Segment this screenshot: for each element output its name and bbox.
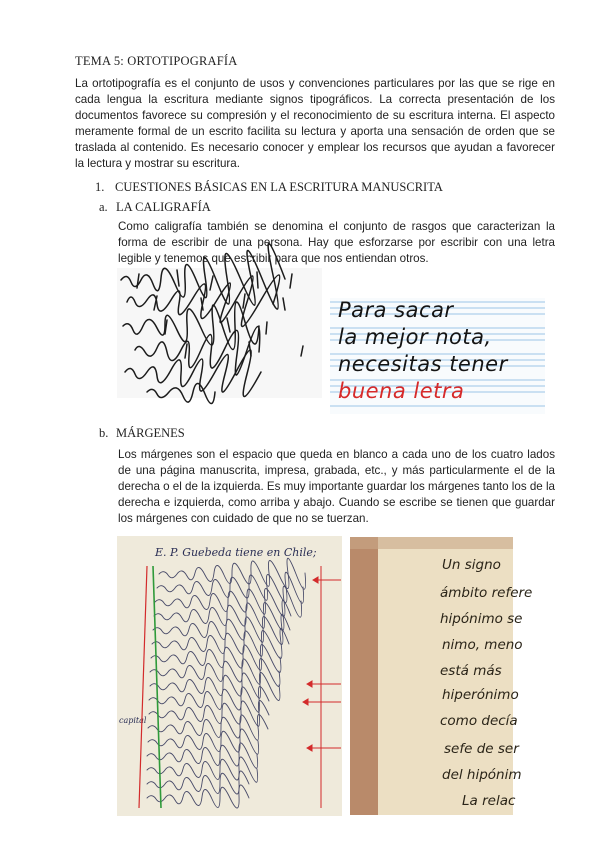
- handwriting-line: necesitas tener: [338, 352, 508, 376]
- subsection-label: a.: [99, 200, 108, 214]
- margenes-paragraph: Los márgenes son el espacio que queda en blanco a cada uno de los cuatro lados de una página manuscrita, impresa, grabada, etc., y más particularmente el de la derecha o el de la izquierda. Es muy importante guardar los márgenes tanto los de la derecha e izquierda, como arriba y abajo. Cuando se escribe se tienen que guardar los márgenes con cuidado de que no se tuerzan.: [118, 448, 555, 525]
- margin-word: Un signo: [442, 557, 501, 573]
- margin-strip: [350, 537, 378, 815]
- subsection-heading-b: [99, 426, 185, 441]
- notebook-margin-image: [350, 537, 533, 815]
- margin-word: hiperónimo: [442, 687, 519, 703]
- margin-word: como decía: [440, 713, 518, 729]
- handwriting-line: Para sacar: [338, 298, 454, 322]
- section-title: CUESTIONES BÁSICAS EN LA ESCRITURA MANUSCRITA: [115, 180, 443, 194]
- subsection-label: b.: [99, 426, 109, 440]
- manuscript-drawing: [117, 536, 342, 816]
- margin-word: hipónimo se: [440, 611, 523, 627]
- subsection-title: MÁRGENES: [116, 426, 185, 440]
- caligrafia-paragraph: Como caligrafía también se denomina el conjunto de rasgos que caracterizan la forma de escribir de una persona. Hay que esforzarse por escribir con una letra legible y tenemos que escribir para que nos entiendan otros.: [118, 220, 555, 265]
- section-number: 1.: [95, 180, 105, 194]
- top-shadow: [350, 537, 513, 549]
- margin-word: del hipónim: [442, 767, 522, 783]
- manuscript-side-note: capital: [119, 716, 147, 725]
- margin-word: nimo, meno: [442, 637, 523, 653]
- margin-word: sefe de ser: [444, 741, 519, 757]
- subsection-title: LA CALIGRAFÍA: [116, 200, 211, 214]
- manuscript-margins-image: [117, 536, 342, 816]
- intro-paragraph: La ortotipografía es el conjunto de usos y convenciones particulares por las que se rige en cada lengua la escritura mediante signos tipográficos. La correcta presentación de los documentos favorece su compresión y el reconocimiento de su escritura interna. El aspecto meramente formal de un escrito facilita su lectura y aporta una sensación de orden que se traslada al contenido. Es necesario conocer y emplear los recursos que ayudan a favorecer la lectura y mostrar su escritura.: [75, 77, 555, 170]
- scribble-drawing: [117, 268, 322, 398]
- illegible-handwriting-image: [117, 268, 322, 398]
- handwriting-line: la mejor nota,: [338, 325, 492, 349]
- manuscript-heading: E. P. Guebeda tiene en Chile;: [155, 546, 317, 559]
- margin-word: La relac: [462, 793, 516, 809]
- handwriting-line-red: buena letra: [338, 379, 465, 403]
- margin-word: ámbito refere: [440, 585, 533, 601]
- margin-word: está más: [440, 663, 502, 679]
- section-heading: [95, 180, 443, 195]
- subsection-heading-a: [99, 200, 211, 215]
- legible-handwriting-image: [330, 298, 545, 414]
- page-title: TEMA 5: ORTOTIPOGRAFÍA: [75, 54, 238, 68]
